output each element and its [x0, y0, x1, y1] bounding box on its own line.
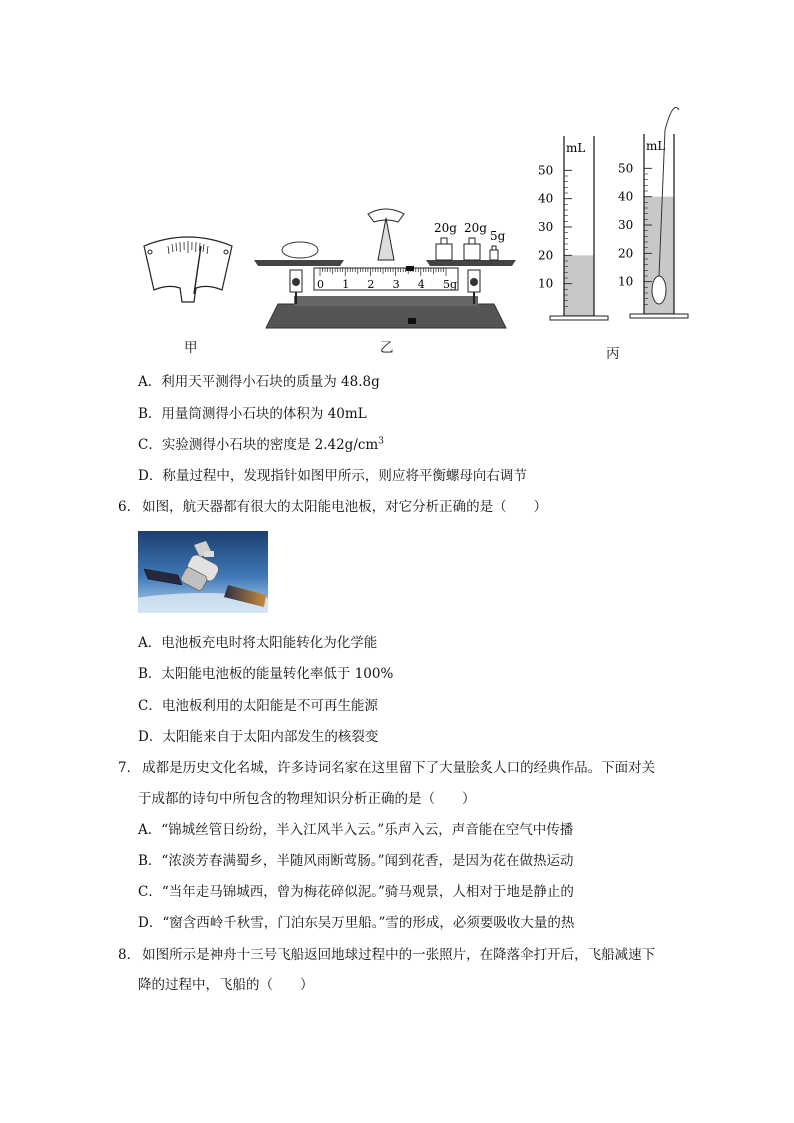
cylinder-base: [630, 314, 688, 318]
q7-stem-line1: [118, 759, 655, 777]
cylinder-unit: mL: [566, 141, 586, 155]
liquid: [564, 255, 594, 316]
cylinder-base: [550, 316, 608, 320]
q5-option-d: D．称量过程中，发现指针如图甲所示，则应将平衡螺母向右调节: [138, 468, 527, 484]
q6-option-b: B．太阳能电池板的能量转化率低于 100%: [138, 666, 394, 682]
scale-label: 0: [317, 278, 324, 291]
q6-option-d: D．太阳能来自于太阳内部发生的核裂变: [138, 729, 379, 745]
stone: [282, 242, 318, 258]
q6-option-a: A．电池板充电时将太阳能转化为化学能: [138, 635, 378, 651]
cylinder-unit: mL: [646, 139, 666, 153]
cylinder-tick-label: 30: [618, 218, 634, 232]
q8-number: 8．: [118, 947, 141, 963]
q5-option-c: [138, 436, 384, 454]
weight-label-1: 20g: [434, 221, 457, 235]
q6-stem-text: 如图，航天器都有很大的太阳能电池板，对它分析正确的是（ ）: [142, 499, 548, 515]
scale-label: 5g: [443, 278, 458, 291]
cylinder-tick-label: 50: [618, 161, 634, 176]
cylinder-tick-label: 10: [538, 276, 554, 291]
q6-option-c: C．电池板利用的太阳能是不可再生能源: [138, 698, 378, 714]
caption-yi: 乙: [380, 340, 394, 356]
q7-stem-text-1: 成都是历史文化名城，许多诗词名家在这里留下了大量脍炙人口的经典作品。下面对关: [142, 760, 656, 776]
q8-stem-line2: 降的过程中，飞船的（ ）: [138, 977, 314, 993]
scale-label: 4: [417, 278, 425, 291]
weight-20g-1: [436, 238, 452, 260]
cylinder-tick-label: 40: [618, 189, 634, 204]
cylinder-tick-label: 10: [618, 274, 634, 289]
scale-label: 3: [392, 278, 400, 291]
cylinder-tick-label: 50: [538, 163, 554, 178]
q5-option-c-text: C．实验测得小石块的密度是 2.42g/cm: [138, 437, 379, 453]
q8-stem-line1: [118, 946, 655, 964]
weight-label-2: 20g: [464, 221, 487, 235]
weight-5g: [490, 246, 498, 260]
q7-option-c: C．“当年走马锦城西，曾为梅花碎似泥。”骑马观景，人相对于地是静止的: [138, 884, 574, 900]
q7-option-d: D．“窗含西岭千秋雪，门泊东吴万里船。”雪的形成，必须要吸收大量的热: [138, 915, 575, 931]
caption-bing: 丙: [606, 346, 620, 362]
q7-option-a: A．“锦城丝管日纷纷，半入江风半入云。”乐声入云，声音能在空气中传播: [138, 822, 574, 838]
scale-label: 2: [367, 278, 375, 291]
q5-option-b: B．用量筒测得小石块的体积为 40mL: [138, 406, 367, 422]
stone-in-cylinder: [652, 276, 666, 304]
cylinder-tick-label: 20: [538, 248, 554, 263]
q7-stem-line2: 于成都的诗句中所包含的物理知识分析正确的是（ ）: [138, 791, 476, 807]
figure-bing-cylinder-left: [532, 130, 612, 330]
caption-jia: 甲: [184, 340, 198, 356]
spacecraft-solar-panel-photo: [138, 531, 268, 613]
q5-option-c-sup: 3: [378, 436, 384, 447]
weight-20g-2: [464, 238, 480, 260]
figure-yi-balance: [250, 200, 522, 332]
weight-label-3: 5g: [490, 229, 506, 243]
rider: [406, 266, 414, 271]
figure-jia-pointer-dial: [138, 232, 238, 312]
q7-number: 7．: [118, 760, 141, 776]
cylinder-tick-label: 40: [538, 191, 554, 206]
q7-option-b: B．“浓淡芳春满蜀乡，半随风雨断莺肠。”闻到花香，是因为花在做热运动: [138, 853, 574, 869]
scale-label: 1: [342, 278, 350, 291]
q8-stem-text-1: 如图所示是神舟十三号飞船返回地球过程中的一张照片，在降落伞打开后，飞船减速下: [142, 947, 656, 963]
figure-bing-cylinder-right: [612, 100, 692, 330]
q6-stem: [118, 498, 547, 516]
q6-number: 6．: [118, 499, 141, 515]
q5-option-a: A．利用天平测得小石块的质量为 48.8g: [138, 374, 380, 390]
cylinder-tick-label: 20: [618, 246, 634, 261]
cylinder-tick-label: 30: [538, 220, 554, 234]
